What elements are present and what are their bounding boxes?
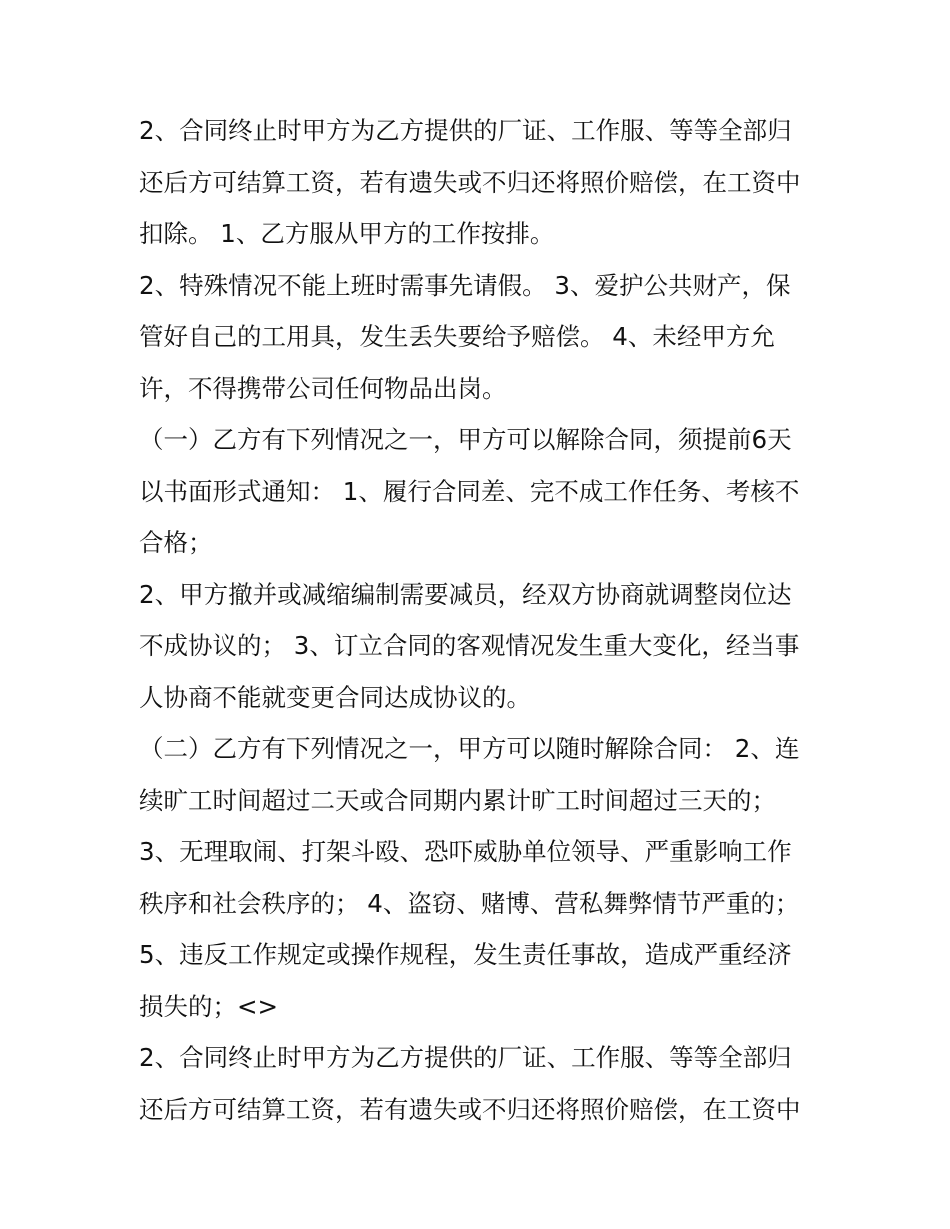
text-line: 损失的；<> [139,991,279,1021]
text-line: 管好自己的工用具，发生丢失要给予赔偿。 4、未经甲方允 [139,322,775,351]
text-line: 扣除。 1、乙方服从甲方的工作按排。 [139,219,555,248]
text-line: 还后方可结算工资，若有遗失或不归还将照价赔偿，在工资中 [139,1094,801,1124]
text-line: 还后方可结算工资，若有遗失或不归还将照价赔偿，在工资中 [139,167,801,197]
text-line: 许，不得携带公司任何物品出岗。 [139,373,507,403]
text-line: 3、无理取闹、打架斗殴、恐吓威胁单位领导、严重影响工作 [139,837,792,866]
text-line: 续旷工时间超过二天或合同期内累计旷工时间超过三天的； [139,785,776,815]
text-line: 5、违反工作规定或操作规程，发生责任事故，造成严重经济 [139,940,792,969]
text-line: 2、甲方撤并或减缩编制需要减员，经双方协商就调整岗位达 [139,579,792,609]
text-line: 人协商不能就变更合同达成协议的。 [139,682,531,712]
text-line: （一）乙方有下列情况之一，甲方可以解除合同，须提前6天 [139,425,792,454]
text-line: 合格； [139,528,213,557]
text-line: （二）乙方有下列情况之一，甲方可以随时解除合同： 2、连 [139,734,800,763]
text-line: 秩序和社会秩序的； 4、盗窃、赌博、营私舞弊情节严重的； [139,888,800,918]
text-line: 2、特殊情况不能上班时需事先请假。 3、爱护公共财产，保 [139,270,791,300]
text-line: 2、合同终止时甲方为乙方提供的厂证、工作服、等等全部归 [139,1043,792,1072]
text-line: 不成协议的； 3、订立合同的客观情况发生重大变化，经当事 [139,631,800,660]
text-line: 2、合同终止时甲方为乙方提供的厂证、工作服、等等全部归 [139,116,792,145]
text-line: 以书面形式通知： 1、履行合同差、完不成工作任务、考核不 [139,476,800,506]
document-body [139,105,829,1135]
